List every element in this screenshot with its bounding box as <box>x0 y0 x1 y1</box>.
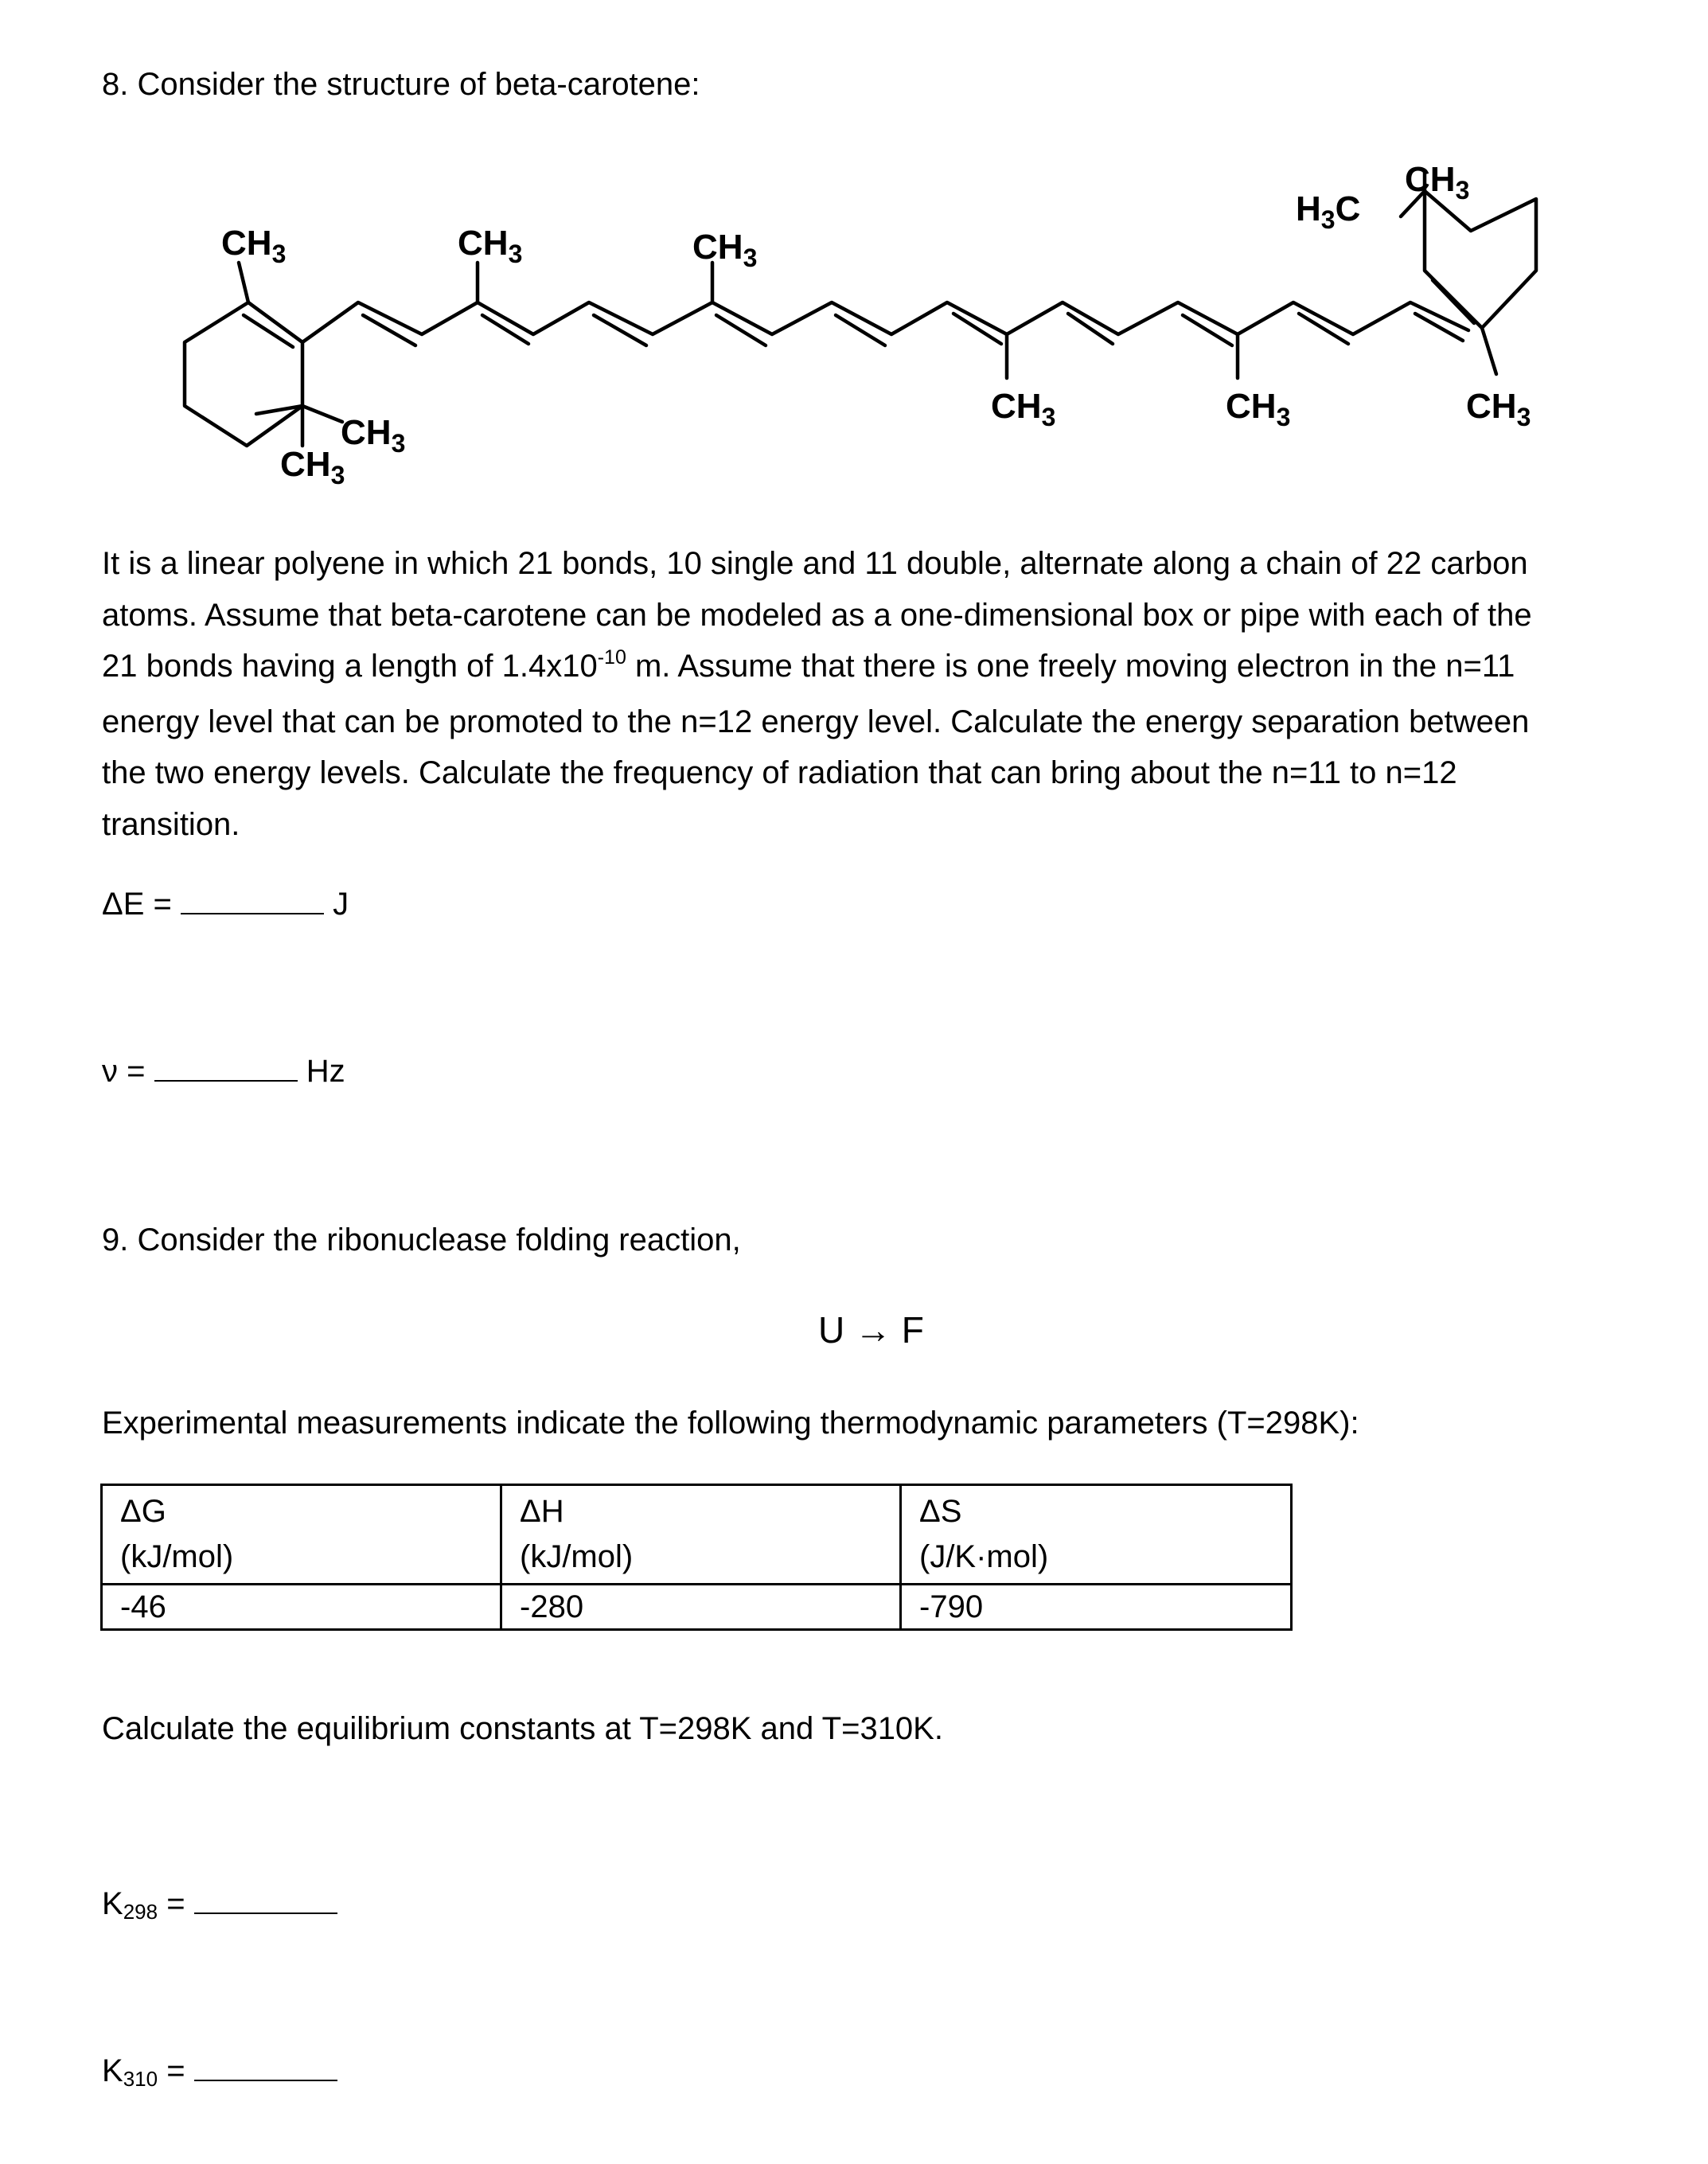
k310-equals: = <box>158 2053 194 2088</box>
thermo-table <box>100 1484 1293 1631</box>
header-delta-s: ΔS (J/K·mol) <box>901 1485 1292 1585</box>
exponent: -10 <box>597 646 626 669</box>
para-line: It is a linear polyene in which 21 bonds, 10 single and 11 double, alternate along a chain of 22 carbon <box>102 546 1528 581</box>
q9-heading: 9. Consider the ribonuclease folding reaction, <box>102 1222 741 1257</box>
left-methyl-bond <box>239 263 248 302</box>
q8-heading: 8. Consider the structure of beta-carotene: <box>102 67 700 102</box>
ch3-label: $CH_3$ <box>221 224 287 268</box>
delta-e-label: ΔE = <box>102 887 181 922</box>
ch3-label: $CH_3$ <box>692 228 758 272</box>
k310-blank[interactable] <box>194 2057 337 2081</box>
beta-carotene-structure <box>159 151 1576 493</box>
frequency-answer <box>102 1055 345 1087</box>
q9-intro: Experimental measurements indicate the following thermodynamic parameters (T=298K): <box>102 1406 1359 1441</box>
k298-answer <box>102 1886 337 1924</box>
k310-subscript: 310 <box>123 2067 158 2091</box>
k298-symbol: K <box>102 1886 123 1921</box>
nu-unit: Hz <box>297 1054 345 1089</box>
table-header-row <box>102 1485 1292 1585</box>
header-delta-h: ΔH (kJ/mol) <box>501 1485 901 1585</box>
delta-e-blank[interactable] <box>181 891 324 914</box>
value-delta-s: -790 <box>901 1585 1292 1630</box>
reaction-equation: U → F <box>818 1309 924 1351</box>
nu-label: ν = <box>102 1054 154 1089</box>
delta-e-unit: J <box>323 887 349 922</box>
ch3-label: $CH_3$ <box>991 387 1056 431</box>
para-line: energy level that can be promoted to the n=12 energy level. Calculate the energy separation between <box>102 704 1530 739</box>
ch3-label: $CH_3$ <box>1466 387 1531 431</box>
k298-blank[interactable] <box>194 1890 337 1914</box>
header-delta-g: ΔG (kJ/mol) <box>102 1485 501 1585</box>
k310-symbol: K <box>102 2053 123 2088</box>
value-delta-g: -46 <box>102 1585 501 1630</box>
k310-answer <box>102 2053 337 2091</box>
frequency-blank[interactable] <box>154 1058 298 1082</box>
k298-equals: = <box>158 1886 194 1921</box>
left-ring <box>185 302 302 446</box>
table-row <box>102 1585 1292 1630</box>
delta-e-answer <box>102 888 349 920</box>
para-line: the two energy levels. Calculate the frequency of radiation that can bring about the n=11 to n=12 <box>102 755 1457 790</box>
para-line: transition. <box>102 806 240 842</box>
q8-paragraph <box>102 538 1630 850</box>
ch3-label: $CH_3$ <box>1226 387 1291 431</box>
k298-subscript: 298 <box>123 1900 158 1924</box>
h3c-label: $H_3C$ <box>1296 189 1361 234</box>
para-line: atoms. Assume that beta-carotene can be modeled as a one-dimensional box or pipe with each of the <box>102 597 1532 633</box>
q9-prompt: Calculate the equilibrium constants at T=298K and T=310K. <box>102 1711 943 1746</box>
ch3-label: $CH_3$ <box>1405 160 1470 205</box>
value-delta-h: -280 <box>501 1585 901 1630</box>
ch3-label: $CH_3$ <box>280 445 345 489</box>
right-ring <box>1425 191 1536 328</box>
polyene-chain <box>302 302 1468 342</box>
ch3-label: $CH_3$ <box>341 413 406 458</box>
para-line-bond-length: 21 bonds having a length of $1.4x10^{-10}$ m. Assume that there is one freely moving electron in the n=11 <box>102 646 1515 684</box>
ch3-label: $CH_3$ <box>458 224 523 268</box>
